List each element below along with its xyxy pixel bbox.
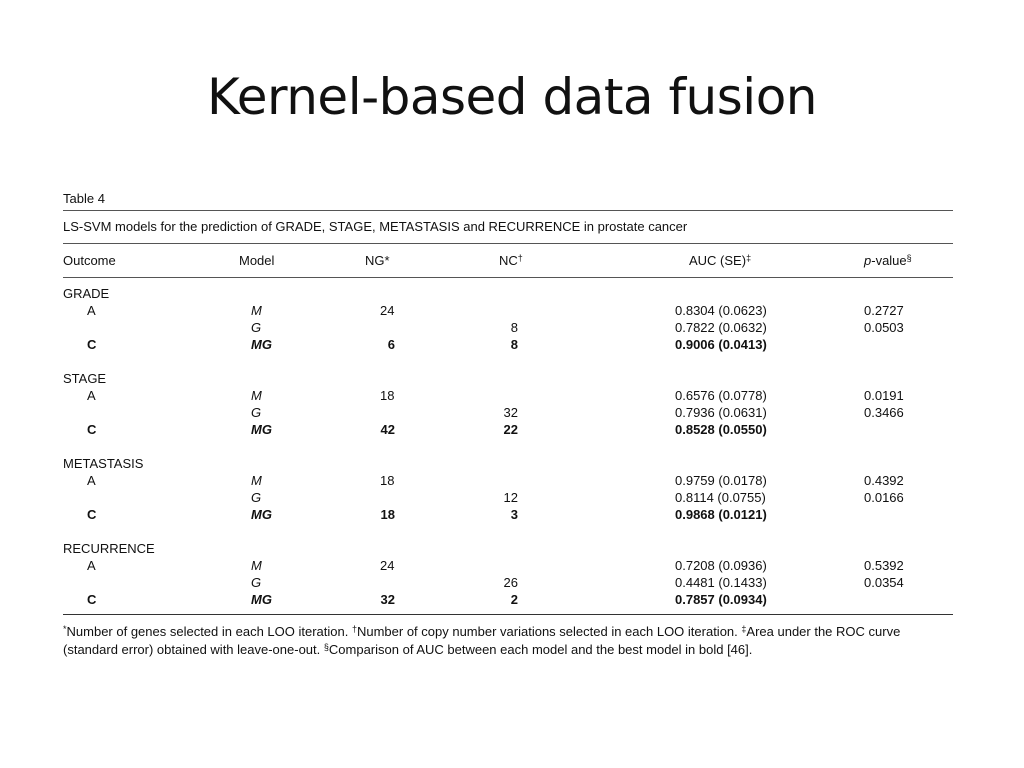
cell-row-label: A (87, 303, 96, 318)
header-auc-text: AUC (SE) (689, 253, 747, 268)
footnote-mark-3: ‡ (741, 624, 747, 634)
cell-row-label: A (87, 388, 96, 403)
cell-pvalue: 0.3466 (864, 405, 904, 420)
footnote-mark-1: * (63, 624, 67, 634)
cell-model: G (251, 490, 262, 505)
cell-pvalue: 0.0503 (864, 320, 904, 335)
cell-pvalue: 0.5392 (864, 558, 904, 573)
cell-auc: 0.4481 (0.1433) (675, 575, 767, 590)
cell-nc: 22 (503, 422, 518, 437)
group-spacer (63, 353, 953, 370)
cell-ng: 24 (380, 303, 395, 318)
cell-pvalue: 0.2727 (864, 303, 904, 318)
cell-model: G (251, 320, 262, 335)
cell-pvalue: 0.4392 (864, 473, 904, 488)
cell-nc: 26 (503, 575, 518, 590)
table-row (63, 404, 953, 421)
table-row (63, 557, 953, 574)
table-row (63, 506, 953, 523)
group-title: GRADE (63, 286, 110, 301)
table-header-row (63, 244, 953, 277)
header-ng (365, 244, 390, 277)
group-title: STAGE (63, 371, 107, 386)
cell-ng: 18 (380, 507, 395, 522)
cell-ng: 32 (380, 592, 395, 607)
header-pvalue (864, 244, 912, 277)
table-row (63, 421, 953, 438)
table-label: Table 4 (63, 191, 105, 206)
table-row (63, 591, 953, 608)
cell-pvalue: 0.0191 (864, 388, 904, 403)
footnote-text-1: Number of genes selected in each LOO iteration. (66, 624, 352, 639)
footnote-text-3: Area under the ROC curve (standard error) obtained with leave-one-out. (63, 624, 901, 657)
cell-ng: 6 (387, 337, 395, 352)
table-body (63, 278, 953, 608)
cell-row-label: A (87, 558, 96, 573)
group-title: RECURRENCE (63, 541, 155, 556)
cell-auc: 0.8304 (0.0623) (675, 303, 767, 318)
table-footnote (63, 623, 953, 659)
cell-auc: 0.7857 (0.0934) (675, 592, 767, 607)
cell-model: MG (251, 592, 272, 607)
cell-model: M (251, 388, 262, 403)
cell-auc: 0.9006 (0.0413) (675, 337, 767, 352)
cell-model: G (251, 575, 262, 590)
cell-nc: 12 (503, 490, 518, 505)
header-outcome: Outcome (63, 253, 116, 268)
cell-auc: 0.9868 (0.0121) (675, 507, 767, 522)
header-nc-text: NC (499, 253, 518, 268)
header-auc-mark: ‡ (746, 253, 752, 263)
table-row (63, 387, 953, 404)
header-pvalue-mark: § (906, 253, 912, 263)
cell-model: M (251, 473, 262, 488)
cell-auc: 0.7936 (0.0631) (675, 405, 767, 420)
cell-nc: 32 (503, 405, 518, 420)
cell-model: M (251, 303, 262, 318)
table-row (63, 302, 953, 319)
table-row (63, 489, 953, 506)
cell-ng: 24 (380, 558, 395, 573)
cell-auc: 0.6576 (0.0778) (675, 388, 767, 403)
cell-auc: 0.7822 (0.0632) (675, 320, 767, 335)
header-ng-mark: * (384, 253, 390, 268)
table-rule-bottom (63, 614, 953, 615)
table-caption: LS-SVM models for the prediction of GRADE, STAGE, METASTASIS and RECURRENCE in prostate cancer (63, 219, 688, 234)
cell-row-label: C (87, 507, 97, 522)
header-nc (499, 244, 523, 277)
cell-ng: 42 (380, 422, 395, 437)
cell-auc: 0.8114 (0.0755) (675, 490, 766, 505)
cell-row-label: C (87, 337, 97, 352)
cell-model: M (251, 558, 262, 573)
cell-row-label: A (87, 473, 96, 488)
slide-title: Kernel-based data fusion (207, 68, 817, 126)
cell-nc: 3 (510, 507, 518, 522)
header-auc (689, 244, 751, 277)
cell-row-label: C (87, 422, 97, 437)
group-spacer (63, 523, 953, 540)
footnote-mark-4: § (323, 642, 329, 652)
group-title: METASTASIS (63, 456, 144, 471)
cell-nc: 8 (510, 337, 518, 352)
header-model: Model (239, 253, 275, 268)
cell-model: MG (251, 507, 272, 522)
cell-ng: 18 (380, 473, 395, 488)
footnote-text-4: Comparison of AUC between each model and the best model in bold [46]. (328, 642, 753, 657)
header-pvalue-italic: p (864, 253, 872, 268)
cell-model: G (251, 405, 262, 420)
header-nc-mark: † (517, 253, 523, 263)
cell-pvalue: 0.0166 (864, 490, 904, 505)
table-row (63, 472, 953, 489)
cell-ng: 18 (380, 388, 395, 403)
cell-model: MG (251, 337, 272, 352)
group-spacer (63, 438, 953, 455)
cell-model: MG (251, 422, 272, 437)
cell-auc: 0.7208 (0.0936) (675, 558, 767, 573)
footnote-mark-2: † (351, 624, 357, 634)
cell-auc: 0.9759 (0.0178) (675, 473, 767, 488)
cell-row-label: C (87, 592, 97, 607)
header-ng-text: NG (365, 253, 385, 268)
header-pvalue-text: -value (871, 253, 907, 268)
cell-nc: 8 (510, 320, 518, 335)
results-table (63, 190, 953, 659)
table-row (63, 319, 953, 336)
table-row (63, 336, 953, 353)
footnote-text-2: Number of copy number variations selected in each LOO iteration. (356, 624, 742, 639)
table-row (63, 574, 953, 591)
cell-auc: 0.8528 (0.0550) (675, 422, 767, 437)
cell-pvalue: 0.0354 (864, 575, 904, 590)
cell-nc: 2 (510, 592, 518, 607)
